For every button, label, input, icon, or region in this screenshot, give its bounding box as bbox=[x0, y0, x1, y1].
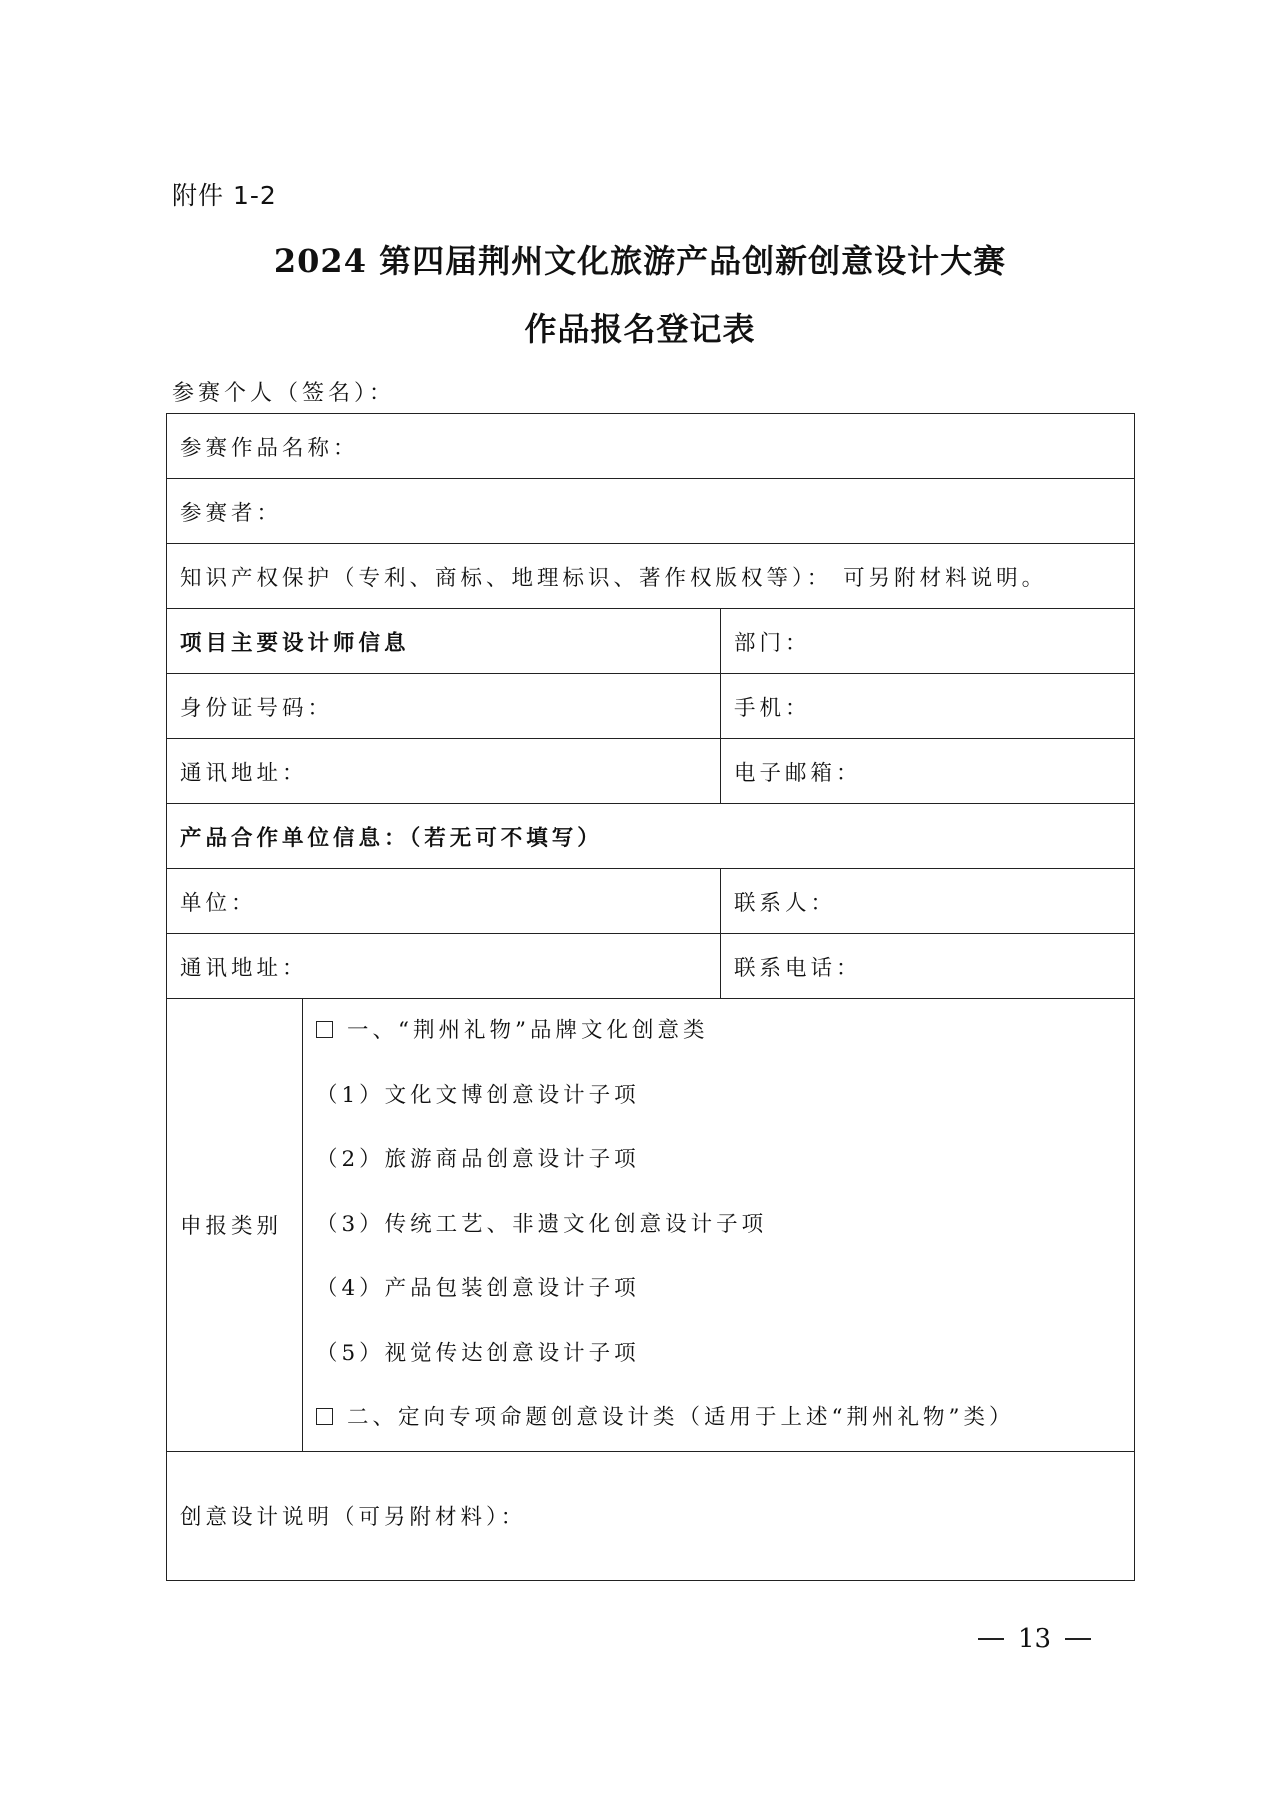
partner-address-field[interactable]: 通讯地址： bbox=[167, 934, 721, 999]
document-subtitle: 作品报名登记表 bbox=[524, 310, 756, 348]
participant-signature: 参赛个人（签名）： bbox=[172, 381, 396, 406]
checkbox-icon[interactable] bbox=[316, 1408, 333, 1425]
ip-protection-field[interactable]: 知识产权保护（专利、商标、地理标识、著作权版权等）： 可另附材料说明。 bbox=[167, 544, 1135, 609]
registration-form bbox=[166, 413, 1135, 1581]
designer-address-field[interactable]: 通讯地址： bbox=[167, 739, 721, 804]
attachment-label: 附件 1-2 bbox=[172, 181, 277, 210]
form-row-ip bbox=[167, 544, 1135, 609]
contact-person-field[interactable]: 联系人： bbox=[721, 869, 1135, 934]
subcategory-item: （1）文化文博创意设计子项 bbox=[316, 1082, 640, 1108]
category-option-label: 二、定向专项命题创意设计类（适用于上述“荆州礼物”类） bbox=[347, 1405, 1015, 1430]
form-row-category bbox=[167, 999, 1135, 1452]
form-row-designer-address bbox=[167, 739, 1135, 804]
category-option-label: 一、“荆州礼物”品牌文化创意类 bbox=[347, 1018, 709, 1043]
department-field[interactable]: 部门： bbox=[721, 609, 1135, 674]
design-description-field[interactable]: 创意设计说明（可另附材料）： bbox=[167, 1451, 1135, 1580]
form-row-entrant bbox=[167, 479, 1135, 544]
document-title: 2024 第四届荆州文化旅游产品创新创意设计大赛 bbox=[273, 242, 1007, 280]
id-number-field[interactable]: 身份证号码： bbox=[167, 674, 721, 739]
form-row-partner-header bbox=[167, 804, 1135, 869]
partner-section-header: 产品合作单位信息：（若无可不填写） bbox=[167, 804, 1135, 869]
contact-phone-field[interactable]: 联系电话： bbox=[721, 934, 1135, 999]
subcategory-item: （4）产品包装创意设计子项 bbox=[316, 1276, 640, 1301]
form-row-description bbox=[167, 1451, 1135, 1580]
subcategory-item: （5）视觉传达创意设计子项 bbox=[316, 1340, 640, 1366]
checkbox-icon[interactable] bbox=[316, 1021, 333, 1038]
entrant-field[interactable]: 参赛者： bbox=[167, 479, 1135, 544]
subcategory-item: （3）传统工艺、非遗文化创意设计子项 bbox=[316, 1211, 768, 1237]
mobile-field[interactable]: 手机： bbox=[721, 674, 1135, 739]
email-field[interactable]: 电子邮箱： bbox=[721, 739, 1135, 804]
partner-unit-field[interactable]: 单位： bbox=[167, 869, 721, 934]
form-row-partner-address bbox=[167, 934, 1135, 999]
category-option-1[interactable] bbox=[316, 999, 1134, 1064]
category-option-2[interactable] bbox=[316, 1386, 1134, 1451]
form-row-designer-header bbox=[167, 609, 1135, 674]
page-number-value: 13 bbox=[1018, 1624, 1052, 1654]
form-row-id bbox=[167, 674, 1135, 739]
form-row-partner-unit bbox=[167, 869, 1135, 934]
subcategory-item: （2）旅游商品创意设计子项 bbox=[316, 1147, 640, 1172]
category-label: 申报类别 bbox=[167, 999, 303, 1452]
page-number bbox=[978, 1624, 1091, 1654]
form-row-work-name bbox=[167, 414, 1135, 479]
work-name-field[interactable]: 参赛作品名称： bbox=[167, 414, 1135, 479]
designer-section-header: 项目主要设计师信息 bbox=[167, 609, 721, 674]
dash-icon bbox=[978, 1638, 1004, 1640]
category-options bbox=[303, 999, 1135, 1452]
dash-icon bbox=[1065, 1638, 1091, 1640]
